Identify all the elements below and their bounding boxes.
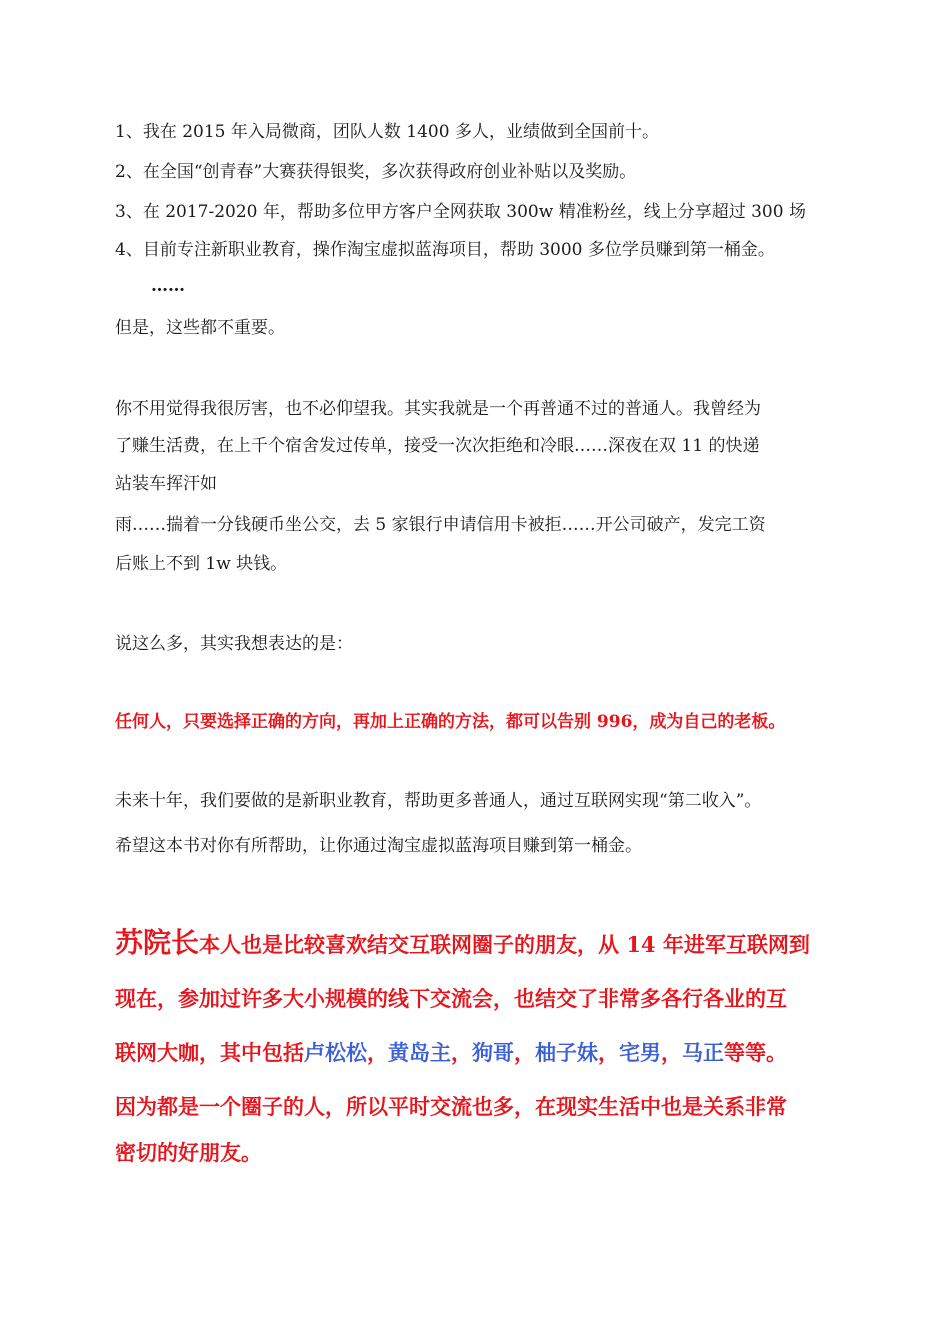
story-line-5: 后账上不到 1w 块钱。 (115, 554, 288, 574)
friend-name: 卢松松 (304, 1040, 367, 1065)
friend-name: 狗哥 (472, 1040, 514, 1065)
friend-name: 宅男 (619, 1040, 661, 1065)
story-line-1: 你不用觉得我很厉害，也不必仰望我。其实我就是一个再普通不过的普通人。我曾经为 (115, 399, 761, 419)
intro-line-1-rest: 本人也是比较喜欢结交互联网圈子的朋友，从 14 年进军互联网到 (199, 932, 810, 957)
list-item-4: 4、目前专注新职业教育，操作淘宝虚拟蓝海项目，帮助 3000 多位学员赚到第一桶金。 (115, 240, 775, 260)
separator: ， (598, 1040, 619, 1065)
story-line-2: 了赚生活费，在上千个宿舍发过传单，接受一次次拒绝和冷眼……深夜在双 11 的快递 (115, 436, 760, 456)
future-text: 未来十年，我们要做的是新职业教育，帮助更多普通人，通过互联网实现“第二收入”。 (115, 791, 762, 811)
hope-text: 希望这本书对你有所帮助，让你通过淘宝虚拟蓝海项目赚到第一桶金。 (115, 836, 642, 856)
intro-line-3 (115, 1038, 787, 1068)
story-line-4: 雨……揣着一分钱硬币坐公交，去 5 家银行申请信用卡被拒……开公司破产，发完工资 (115, 515, 766, 535)
separator: ， (367, 1040, 388, 1065)
intro-line-1 (115, 928, 810, 960)
friend-name: 黄岛主 (388, 1040, 451, 1065)
list-item-3: 3、在 2017-2020 年，帮助多位甲方客户全网获取 300w 精准粉丝，线上分享超过 300 场 (115, 202, 806, 222)
separator: ， (451, 1040, 472, 1065)
list-item-2: 2、在全国“创青春”大赛获得银奖，多次获得政府创业补贴以及奖励。 (115, 162, 637, 182)
list-item-1: 1、我在 2015 年入局微商，团队人数 1400 多人，业绩做到全国前十。 (115, 122, 659, 142)
not-important-text: 但是，这些都不重要。 (115, 318, 285, 338)
intro-line-4: 因为都是一个圈子的人，所以平时交流也多，在现实生活中也是关系非常 (115, 1094, 787, 1119)
separator: ， (661, 1040, 682, 1065)
separator: ， (514, 1040, 535, 1065)
friend-name: 柚子妹 (535, 1040, 598, 1065)
story-line-3: 站装车挥汗如 (115, 474, 217, 494)
intro-line-5: 密切的好朋友。 (115, 1140, 262, 1165)
friend-name: 马正 (682, 1040, 724, 1065)
intro-line-3-suffix: 等等。 (724, 1040, 787, 1065)
highlight-text: 任何人，只要选择正确的方向，再加上正确的方法，都可以告别 996，成为自己的老板。 (115, 712, 786, 732)
author-name: 苏院长 (115, 926, 200, 959)
intro-line-3-prefix: 联网大咖，其中包括 (115, 1040, 304, 1065)
say-text: 说这么多，其实我想表达的是： (115, 634, 353, 654)
intro-line-2: 现在，参加过许多大小规模的线下交流会，也结交了非常多各行各业的互 (115, 986, 787, 1011)
ellipsis: …… (151, 276, 185, 296)
